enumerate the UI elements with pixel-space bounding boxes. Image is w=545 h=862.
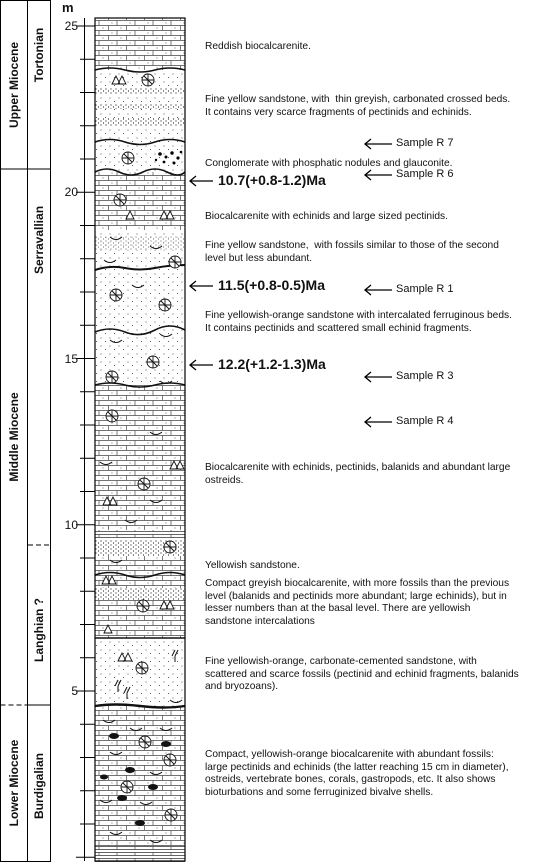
description-conglomerate: Conglomerate with phosphatic nodules and glauconite. xyxy=(205,158,453,169)
depth-tick-10: 10 xyxy=(64,518,78,532)
description-compact-greyish-biocalcarenite: Compact greyish biocalcarenite, with more fossils than the previous level (balanids and pectinids more abundant; large echinids), but in lesser numbers than at the basal level. There are yellowish sandstone intercalations xyxy=(205,578,510,627)
stage-label-serravallian: Serravallian xyxy=(32,205,46,275)
epoch-label-upper-miocene: Upper Miocene xyxy=(7,41,21,129)
age-pointers xyxy=(190,176,213,370)
description-basal-biocalcarenite: Compact, yellowish-orange biocalcarenite with abundant fossils: large pectinids and echinids (the latter reaching 15 cm in diameter), ostreids, vertebrate bones, corals, gastropods, etc. It also shows bioturbations and some ferruginized bivalve shells. xyxy=(205,749,509,798)
epoch-label-lower-miocene: Lower Miocene xyxy=(7,739,21,827)
layer-biocalcarenite-echinids xyxy=(95,172,185,230)
layer-conglomerate xyxy=(95,142,185,172)
sample-label-r7: Sample R 7 xyxy=(396,137,454,149)
layer-biocalcarenite-ostreids xyxy=(95,385,185,530)
description-biocalcarenite-ostreids: Biocalcarenite with echinids, pectinids, balanids and abundant large ostreids. xyxy=(205,462,511,486)
description-yellowish-sandstone: Yellowish sandstone. xyxy=(205,560,300,571)
depth-tick-5: 5 xyxy=(71,684,78,698)
layer-reddish-biocalcarenite xyxy=(95,18,185,70)
epoch-label-middle-miocene: Middle Miocene xyxy=(7,392,21,482)
age-label-11-5: 11.5(+0.8-0.5)Ma xyxy=(218,277,326,293)
depth-tick-15: 15 xyxy=(64,352,78,366)
depth-tick-25: 25 xyxy=(64,19,78,33)
description-reddish-biocalcarenite: Reddish biocalcarenite. xyxy=(205,41,311,52)
sample-label-r3: Sample R 3 xyxy=(396,370,454,382)
description-yellowish-orange-sandstone: Fine yellowish-orange sandstone with intercalated ferruginous beds. It contains pectinids and scattered small echinid fragments. xyxy=(205,310,512,334)
age-label-10-7: 10.7(+0.8-1.2)Ma xyxy=(218,172,326,188)
stage-label-tortonian: Tortonian xyxy=(32,27,46,83)
description-biocalcarenite-echinids: Biocalcarenite with echinids and large sized pectinids. xyxy=(205,211,448,222)
sample-label-r4: Sample R 4 xyxy=(396,415,454,427)
stage-label-langhian: Langhian ? xyxy=(32,598,46,662)
depth-axis xyxy=(76,18,95,861)
stage-label-burdigalian: Burdigalian xyxy=(32,752,46,820)
description-carbonate-cemented-sandstone: Fine yellowish-orange, carbonate-cemented sandstone, with scattered and scarce fossils (pectinid and echinid fragments, balanids and bryozoans). xyxy=(205,656,519,693)
description-fine-yellow-sandstone-upper: Fine yellow sandstone, with thin greyish, carbonated crossed beds. It contains very scarce fragments of pectinids and echinids. xyxy=(205,94,511,118)
depth-tick-20: 20 xyxy=(64,185,78,199)
age-label-12-2: 12.2(+1.2-1.3)Ma xyxy=(218,356,326,372)
sample-label-r1: Sample R 1 xyxy=(396,283,454,295)
description-fine-yellow-sandstone-middle: Fine yellow sandstone, with fossils similar to those of the second level but less abundant. xyxy=(205,240,499,264)
depth-unit-label: m xyxy=(62,0,74,15)
sample-label-r6: Sample R 6 xyxy=(396,168,454,180)
sample-arrows xyxy=(365,139,392,427)
